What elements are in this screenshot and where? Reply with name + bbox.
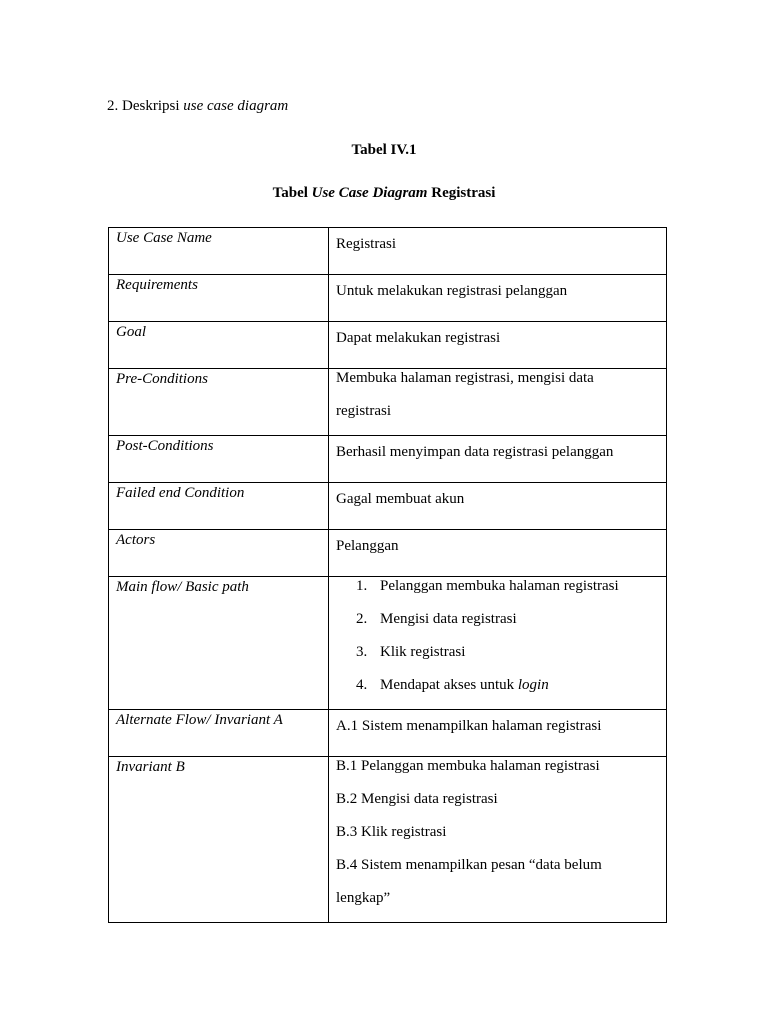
flow-step: [336, 643, 659, 676]
row-value: Registrasi: [329, 228, 667, 275]
flow-step-number: 2.: [356, 611, 368, 627]
table-row: [109, 322, 667, 369]
row-value-line: registrasi: [336, 403, 391, 419]
row-key: Goal: [109, 322, 329, 369]
flow-step-text: Mendapat akses untuk: [380, 677, 518, 693]
row-value-line: B.4 Sistem menampilkan pesan “data belum: [336, 857, 602, 873]
table-row: [109, 577, 667, 710]
flow-step-number: 1.: [356, 578, 368, 594]
table-title-post: Registrasi: [427, 185, 496, 201]
row-value: Untuk melakukan registrasi pelanggan: [329, 275, 667, 322]
row-value-line: lengkap”: [336, 890, 391, 906]
table-row: [109, 483, 667, 530]
row-value-line: Membuka halaman registrasi, mengisi data: [336, 370, 594, 386]
row-value: Pelanggan: [329, 530, 667, 577]
section-heading-italic: use case diagram: [183, 98, 289, 114]
row-key: Requirements: [109, 275, 329, 322]
flow-step-text: Klik registrasi: [380, 644, 466, 660]
table-title-italic: Use Case Diagram: [311, 185, 428, 201]
row-value-line: B.2 Mengisi data registrasi: [336, 791, 498, 807]
table-row: [109, 228, 667, 275]
section-heading-prefix: 2. Deskripsi: [107, 98, 184, 114]
row-key: Invariant B: [109, 757, 329, 923]
table-row: [109, 757, 667, 923]
row-key: Alternate Flow/ Invariant A: [109, 710, 329, 757]
row-key: Actors: [109, 530, 329, 577]
table-row: [109, 369, 667, 436]
flow-step-text: Pelanggan membuka halaman registrasi: [380, 578, 619, 594]
flow-step: [336, 610, 659, 643]
table-row: [109, 710, 667, 757]
main-flow-steps: [329, 577, 667, 710]
row-key: Pre-Conditions: [109, 369, 329, 436]
table-row: [109, 436, 667, 483]
table-row: [109, 530, 667, 577]
row-key: Failed end Condition: [109, 483, 329, 530]
flow-step-text: Mengisi data registrasi: [380, 611, 517, 627]
row-value: Dapat melakukan registrasi: [329, 322, 667, 369]
flow-step-number: 4.: [356, 677, 368, 693]
flow-step: [336, 577, 659, 610]
use-case-table: [108, 227, 667, 923]
table-number-caption: Tabel IV.1: [351, 142, 417, 158]
flow-step: [336, 676, 659, 709]
section-heading: [107, 96, 288, 116]
row-key: Post-Conditions: [109, 436, 329, 483]
table-title-pre: Tabel: [272, 185, 312, 201]
row-value: [329, 369, 667, 436]
row-value: Gagal membuat akun: [329, 483, 667, 530]
row-key: Use Case Name: [109, 228, 329, 275]
row-value-line: B.3 Klik registrasi: [336, 824, 447, 840]
table-title-caption: [0, 183, 768, 203]
table-row: [109, 275, 667, 322]
row-value: A.1 Sistem menampilkan halaman registrasi: [329, 710, 667, 757]
row-value: Berhasil menyimpan data registrasi pelanggan: [329, 436, 667, 483]
row-key: Main flow/ Basic path: [109, 577, 329, 710]
flow-step-number: 3.: [356, 644, 368, 660]
flow-step-italic: login: [517, 677, 549, 693]
row-value-line: B.1 Pelanggan membuka halaman registrasi: [336, 758, 600, 774]
row-value: [329, 757, 667, 923]
